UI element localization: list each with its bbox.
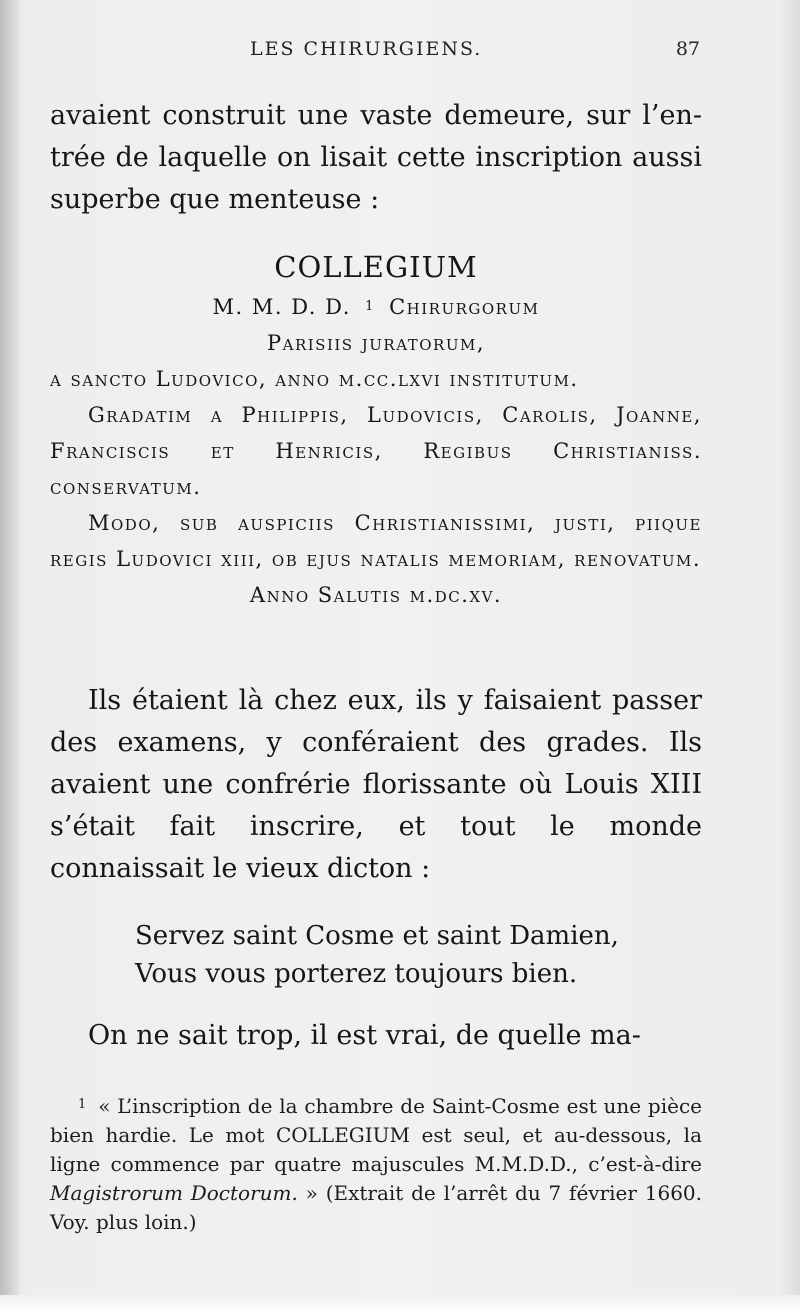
verse-line-1: Servez saint Cosme et saint Damien,: [135, 921, 619, 951]
inscription-line-3: a sancto Ludovico, anno m.cc.lxvi institutum.: [50, 367, 579, 391]
paragraph-3: [50, 1015, 702, 1057]
inscription-line-1-text: M. M. D. D.: [212, 295, 351, 319]
verse-line-2: Vous vous porterez toujours bien.: [135, 959, 578, 989]
verse-block: [135, 917, 695, 993]
inscription-line-4: [50, 397, 702, 505]
paragraph-2-text: Ils étaient là chez eux, ils y faisaient passer des examens, y conféraient des grades. Ils avaient une confrérie florissante où Louis XIII s’était fait inscrire, et tout le monde connaissait le vieux dicton :: [50, 685, 702, 884]
page-bottom-edge: [0, 1295, 800, 1313]
page-header: [50, 38, 700, 68]
inscription-line-5-text: Modo, sub auspiciis Christianissimi, justi, piique regis Ludovici xiii, ob ejus natalis memoriam, renovatum.: [50, 511, 702, 571]
inscription-line-1-rest: Chirurgorum: [389, 295, 540, 319]
inscription-line-2: Parisiis juratorum,: [267, 331, 485, 355]
footnote-text-after: » (Extrait de l’arrêt du 7 février 1660. Voy. plus loin.): [50, 1181, 703, 1234]
page-spine-shadow: [0, 0, 20, 1313]
page-number: 87: [675, 38, 700, 60]
footnote: [50, 1092, 702, 1237]
paragraph-1: avaient construit une vaste demeure, sur l’en-trée de laquelle on lisait cette inscription aussi superbe que menteuse :: [50, 100, 702, 215]
footnote-mark: 1: [78, 1097, 87, 1112]
inscription-line-6: Anno Salutis m.dc.xv.: [249, 583, 503, 607]
inscription-line-4-text: Gradatim a Philippis, Ludovicis, Carolis, Joanne, Franciscis et Henricis, Regibus Christianiss. conservatum.: [50, 403, 702, 499]
inscription-title: COLLEGIUM: [274, 250, 478, 284]
paragraph-3-text: On ne sait trop, il est vrai, de quelle ma-: [88, 1020, 641, 1051]
inscription-block: [50, 245, 702, 613]
footnote-italic: Magistrorum Doctorum.: [50, 1181, 298, 1205]
inscription-line-5: [50, 505, 702, 577]
inscription-line-1: [50, 289, 702, 325]
footnote-reference: 1: [365, 299, 375, 314]
paragraph-2: [50, 680, 702, 890]
footnote-text-before: « L’inscription de la chambre de Saint-Cosme est une pièce bien hardie. Le mot COLLEGIUM est seul, et au-dessous, la ligne commence par quatre majuscules M.M.D.D., c’est-à-dire: [50, 1094, 702, 1176]
running-head: LES CHIRURGIENS.: [250, 38, 483, 60]
